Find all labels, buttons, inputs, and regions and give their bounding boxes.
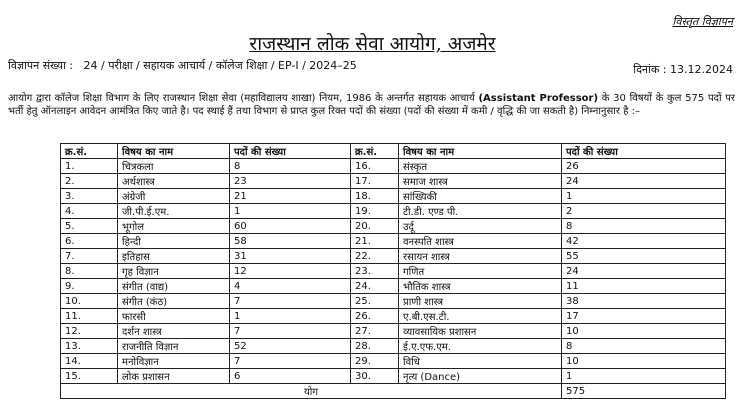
cell-sno-right: 25.: [351, 294, 399, 309]
header-subject-right: विषय का नाम: [399, 144, 562, 159]
cell-sno-right: 29.: [351, 354, 399, 369]
total-label: योग: [61, 384, 562, 399]
cell-posts-right: 10: [562, 354, 726, 369]
cell-sno-right: 21.: [351, 234, 399, 249]
cell-posts-left: 58: [230, 234, 351, 249]
table-row: [61, 189, 726, 204]
cell-subject-right: संस्कृत: [399, 159, 562, 174]
total-row: [61, 384, 726, 399]
table-body: [61, 159, 726, 384]
table-row: [61, 264, 726, 279]
cell-subject-right: ए.बी.एस.टी.: [399, 309, 562, 324]
cell-posts-right: 42: [562, 234, 726, 249]
cell-subject-right: व्यावसायिक प्रशासन: [399, 324, 562, 339]
header-posts-right: पदों की संख्या: [562, 144, 726, 159]
header-sno-right: क्र.सं.: [351, 144, 399, 159]
cell-subject-right: प्राणी शास्त्र: [399, 294, 562, 309]
page-title: राजस्थान लोक सेवा आयोग, अजमेर: [249, 33, 496, 55]
cell-posts-right: 55: [562, 249, 726, 264]
cell-posts-right: 10: [562, 324, 726, 339]
cell-subject-right: वनस्पति शास्त्र: [399, 234, 562, 249]
cell-sno-right: 19.: [351, 204, 399, 219]
table-row: [61, 234, 726, 249]
intro-text-1: आयोग द्वारा कॉलेज शिक्षा विभाग के लिए राजस्थान शिक्षा सेवा (महाविद्यालय शाखा) नियम, 1986 के अन्तर्गत सहायक आचार्य: [8, 93, 479, 104]
cell-subject-right: टी.डी. एण्ड पी.: [399, 204, 562, 219]
detailed-advertisement-badge: विस्तृत विज्ञापन: [672, 15, 733, 28]
cell-sno-left: 12.: [61, 324, 118, 339]
header-posts-left: पदों की संख्या: [230, 144, 351, 159]
cell-posts-right: 8: [562, 219, 726, 234]
cell-posts-left: 21: [230, 189, 351, 204]
cell-posts-right: 1: [562, 189, 726, 204]
cell-sno-left: 7.: [61, 249, 118, 264]
cell-sno-right: 30.: [351, 369, 399, 384]
cell-sno-left: 5.: [61, 219, 118, 234]
cell-subject-left: गृह विज्ञान: [118, 264, 230, 279]
advertisement-number-value: 24 / परीक्षा / सहायक आचार्य / कॉलेज शिक्षा / EP-I / 2024–25: [83, 59, 357, 72]
cell-subject-left: लोक प्रशासन: [118, 369, 230, 384]
cell-sno-left: 2.: [61, 174, 118, 189]
cell-subject-left: राजनीति विज्ञान: [118, 339, 230, 354]
cell-posts-right: 8: [562, 339, 726, 354]
cell-posts-right: 2: [562, 204, 726, 219]
cell-posts-left: 7: [230, 354, 351, 369]
cell-subject-left: अर्थशास्त्र: [118, 174, 230, 189]
cell-posts-right: 17: [562, 309, 726, 324]
intro-paragraph: [8, 92, 735, 118]
table-header-row: [61, 144, 726, 159]
cell-subject-right: सांख्यिकी: [399, 189, 562, 204]
cell-posts-right: 26: [562, 159, 726, 174]
cell-subject-left: हिन्दी: [118, 234, 230, 249]
cell-subject-left: अंग्रेजी: [118, 189, 230, 204]
header-subject-left: विषय का नाम: [118, 144, 230, 159]
cell-posts-left: 12: [230, 264, 351, 279]
cell-sno-right: 26.: [351, 309, 399, 324]
date-line: [633, 62, 733, 77]
cell-posts-left: 31: [230, 249, 351, 264]
cell-subject-left: भूगोल: [118, 219, 230, 234]
cell-sno-right: 17.: [351, 174, 399, 189]
cell-sno-left: 11.: [61, 309, 118, 324]
advertisement-number-label: विज्ञापन संख्या :: [8, 59, 74, 72]
cell-sno-left: 8.: [61, 264, 118, 279]
cell-posts-right: 24: [562, 264, 726, 279]
cell-sno-right: 18.: [351, 189, 399, 204]
cell-sno-left: 1.: [61, 159, 118, 174]
cell-posts-left: 8: [230, 159, 351, 174]
posts-table: [60, 143, 726, 399]
table-row: [61, 369, 726, 384]
cell-posts-left: 1: [230, 204, 351, 219]
cell-sno-left: 3.: [61, 189, 118, 204]
date-label: दिनांक :: [633, 63, 667, 76]
cell-posts-left: 6: [230, 369, 351, 384]
cell-subject-right: गणित: [399, 264, 562, 279]
cell-sno-right: 28.: [351, 339, 399, 354]
cell-subject-right: ई.ए.एफ.एम.: [399, 339, 562, 354]
intro-bold-designation: (Assistant Professor): [478, 93, 599, 104]
cell-posts-left: 52: [230, 339, 351, 354]
cell-posts-left: 1: [230, 309, 351, 324]
cell-posts-left: 60: [230, 219, 351, 234]
table-row: [61, 249, 726, 264]
cell-sno-right: 24.: [351, 279, 399, 294]
cell-subject-left: मनोविज्ञान: [118, 354, 230, 369]
table-row: [61, 324, 726, 339]
advertisement-number-line: [8, 58, 357, 73]
table-row: [61, 354, 726, 369]
cell-sno-left: 10.: [61, 294, 118, 309]
cell-sno-right: 27.: [351, 324, 399, 339]
cell-subject-right: विधि: [399, 354, 562, 369]
cell-subject-left: संगीत (कंठ): [118, 294, 230, 309]
table-row: [61, 279, 726, 294]
cell-subject-right: उर्दू: [399, 219, 562, 234]
table-row: [61, 219, 726, 234]
cell-subject-left: दर्शन शास्त्र: [118, 324, 230, 339]
table-row: [61, 339, 726, 354]
cell-posts-left: 23: [230, 174, 351, 189]
cell-sno-right: 20.: [351, 219, 399, 234]
cell-subject-right: समाज शास्त्र: [399, 174, 562, 189]
table-row: [61, 309, 726, 324]
cell-posts-right: 11: [562, 279, 726, 294]
cell-subject-left: संगीत (वाद्य): [118, 279, 230, 294]
table-row: [61, 159, 726, 174]
table-row: [61, 204, 726, 219]
cell-subject-left: चित्रकला: [118, 159, 230, 174]
table-row: [61, 174, 726, 189]
cell-posts-right: 38: [562, 294, 726, 309]
date-value: 13.12.2024: [670, 63, 733, 76]
cell-subject-left: इतिहास: [118, 249, 230, 264]
cell-posts-left: 7: [230, 294, 351, 309]
cell-sno-right: 22.: [351, 249, 399, 264]
cell-sno-right: 23.: [351, 264, 399, 279]
cell-sno-left: 15.: [61, 369, 118, 384]
cell-posts-left: 7: [230, 324, 351, 339]
total-value: 575: [562, 384, 726, 399]
cell-sno-left: 13.: [61, 339, 118, 354]
cell-subject-left: जी.पी.ई.एम.: [118, 204, 230, 219]
cell-sno-left: 14.: [61, 354, 118, 369]
cell-posts-right: 24: [562, 174, 726, 189]
cell-subject-right: भौतिक शास्त्र: [399, 279, 562, 294]
cell-sno-right: 16.: [351, 159, 399, 174]
cell-subject-left: फारसी: [118, 309, 230, 324]
intro-text-2: के 30 विषयों के कुल 575 पदों पर भर्ती हेतु ऑनलाइन आवेदन आमंत्रित किए जाते है। पद स्थाई हैं तथा विभाग से प्राप्त कुल रिक्त पदों की संख्या (पदों की संख्या में कमी / वृद्धि की जा सकती है) निम्नानुसार है :–: [8, 93, 736, 117]
cell-subject-right: नृत्य (Dance): [399, 369, 562, 384]
cell-sno-left: 4.: [61, 204, 118, 219]
table-row: [61, 294, 726, 309]
cell-posts-left: 4: [230, 279, 351, 294]
header-sno-left: क्र.सं.: [61, 144, 118, 159]
cell-subject-right: रसायन शास्त्र: [399, 249, 562, 264]
cell-posts-right: 1: [562, 369, 726, 384]
cell-sno-left: 9.: [61, 279, 118, 294]
cell-sno-left: 6.: [61, 234, 118, 249]
